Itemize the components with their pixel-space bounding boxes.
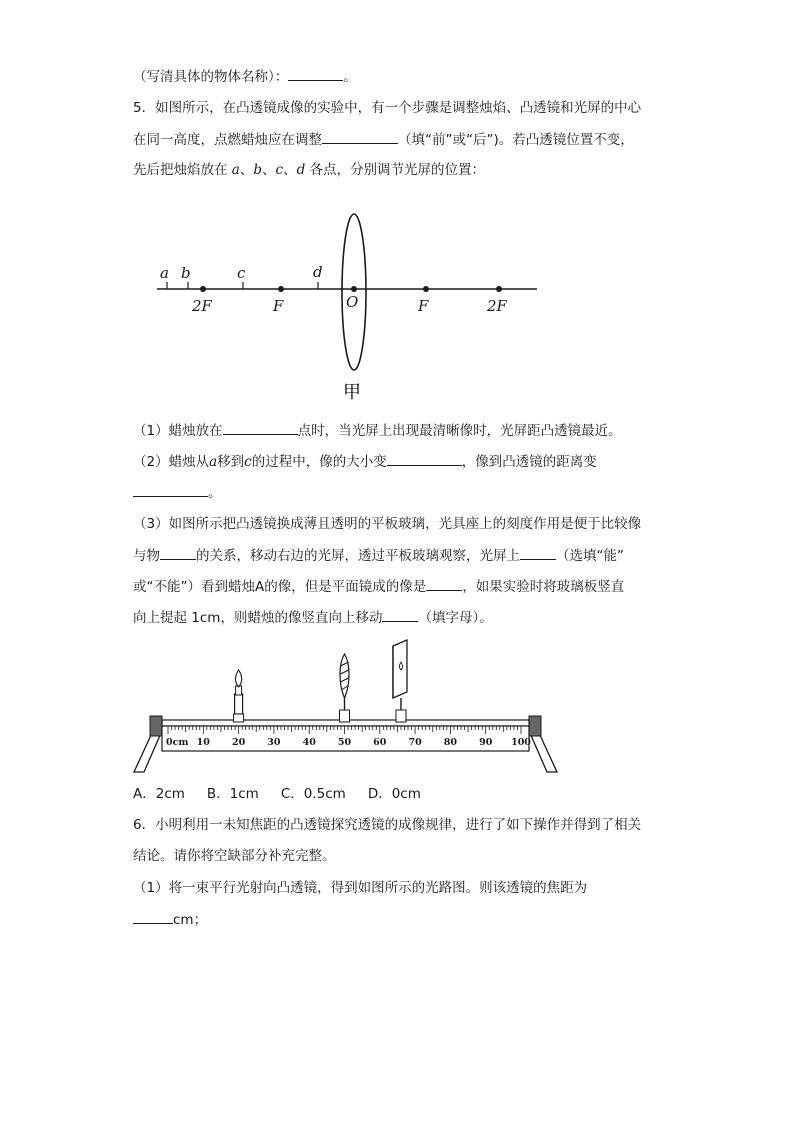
- scale-label: 0cm: [166, 737, 189, 748]
- scale-label: 10: [196, 737, 210, 748]
- diagram-caption: 甲: [343, 382, 361, 403]
- scale-label: 30: [267, 737, 281, 748]
- q6-line1: 6．小明利用一未知焦距的凸透镜探究透镜的成像规律，进行了如下操作并得到了相关: [133, 817, 642, 833]
- candle: [234, 670, 244, 722]
- point-b-text: b: [253, 162, 263, 178]
- q5-line2: [133, 129, 634, 150]
- dot-2f-left: [200, 286, 206, 292]
- separator: 、: [239, 162, 254, 178]
- scale-label: 90: [479, 737, 493, 748]
- dot-2f-right: [496, 286, 502, 292]
- q6-sub1-unit: cm；: [173, 912, 208, 928]
- scale-label: 50: [337, 737, 352, 748]
- dot-f-left: [278, 286, 284, 292]
- scale-label: 100: [511, 737, 531, 748]
- separator: 、: [262, 162, 276, 178]
- label-b: b: [181, 264, 191, 282]
- q5-sub3-l2-b: 的关系，移动右边的光屏，透过平板玻璃观察，光屏上: [196, 548, 520, 564]
- q5-sub1-text-b: 点时，当光屏上出现最清晰像时，光屏距凸透镜最近。: [297, 423, 622, 439]
- scale-label: 60: [373, 737, 387, 748]
- q6-sub1-line1: （1）将一束平行光射向凸透镜，得到如图所示的光路图。则该透镜的焦距为: [133, 880, 588, 896]
- q5-line3: [133, 160, 485, 180]
- q6-sub1-line2: [133, 909, 207, 930]
- point-c-inline: c: [244, 454, 252, 470]
- answer-blank[interactable]: [160, 545, 196, 560]
- q5-sub2: [133, 451, 597, 472]
- label-o: O: [346, 293, 359, 311]
- q5-sub3-l3-b: ，如果实验时将玻璃板竖直: [462, 579, 625, 595]
- answer-blank[interactable]: [133, 909, 173, 924]
- q5-line1: 5．如图所示，在凸透镜成像的实验中，有一个步骤是调整烛焰、凸透镜和光屏的中心: [133, 100, 642, 116]
- point-a-text: a: [231, 162, 240, 178]
- scale-label: 70: [408, 737, 422, 748]
- q5-sub3-line2: [133, 545, 624, 566]
- answer-blank[interactable]: [223, 420, 298, 435]
- q5-sub3-l2-a: 与物: [133, 548, 160, 564]
- q5-sub2-text-b: 移到: [217, 454, 245, 470]
- label-a: a: [160, 264, 169, 282]
- q5-sub3-line3: [133, 576, 624, 597]
- q5-sub2-text-c: 的过程中，像的大小变: [251, 454, 387, 470]
- q5-sub2-text-d: ，像到凸透镜的距离变: [461, 454, 597, 470]
- answer-blank[interactable]: [288, 66, 343, 81]
- bench-leg-right: [530, 733, 557, 772]
- answer-blank[interactable]: [133, 482, 208, 497]
- q5-sub3-line1: （3）如图所示把凸透镜换成薄且透明的平板玻璃，光具座上的刻度作用是便于比较像: [133, 516, 642, 532]
- scale-label: 80: [443, 737, 458, 748]
- q5-line2-text-a: 在同一高度，点燃蜡烛应在调整: [133, 132, 322, 148]
- option-c[interactable]: C．0.5cm: [280, 786, 346, 802]
- answer-blank[interactable]: [322, 129, 398, 144]
- answer-options: [133, 784, 443, 804]
- intro-end: 。: [343, 69, 357, 85]
- answer-blank[interactable]: [382, 607, 418, 622]
- q5-sub2-text-a: （2）蜡烛从: [133, 454, 210, 470]
- dot-f-right: [423, 286, 429, 292]
- light-screen: [393, 640, 407, 722]
- q5-line3-text-b: 各点，分别调节光屏的位置：: [309, 162, 486, 178]
- q5-line3-text-a: 先后把烛焰放在: [133, 162, 228, 178]
- bench-leg-left: [134, 733, 161, 772]
- dot-o: [351, 286, 357, 292]
- label-c: c: [237, 264, 246, 282]
- q5-sub3-l3-a: 或“不能”）看到蜡烛A的像，但是平面镜成的像是: [133, 579, 427, 595]
- label-d: d: [313, 263, 323, 281]
- label-f-right: F: [418, 297, 429, 315]
- label-2f-left: 2F: [192, 297, 212, 315]
- point-a-inline: a: [209, 454, 218, 470]
- q5-sub2-cont: [133, 482, 222, 503]
- answer-blank[interactable]: [387, 451, 462, 466]
- label-2f-right: 2F: [487, 297, 507, 315]
- q5-sub3-l4-b: （填字母）。: [418, 610, 493, 626]
- option-b[interactable]: B．1cm: [206, 786, 259, 802]
- q5-sub1-text-a: （1）蜡烛放在: [133, 423, 223, 439]
- q6-line2: 结论。请你将空缺部分补充完整。: [133, 848, 336, 864]
- q5-sub2-end: 。: [208, 485, 222, 501]
- bench-end-right: [529, 716, 541, 736]
- lens-diagram: [150, 205, 550, 405]
- q5-line2-text-b: （填“前”或“后”)。若凸透镜位置不变，: [398, 132, 634, 148]
- point-d-text: d: [296, 162, 306, 178]
- bench-end-left: [150, 716, 162, 736]
- label-f-left: F: [273, 297, 284, 315]
- optical-bench-diagram: [130, 632, 570, 780]
- intro-text: （写清具体的物体名称）：: [133, 69, 289, 85]
- q5-sub3-l2-c: （选填“能”: [556, 548, 624, 564]
- answer-blank[interactable]: [426, 576, 462, 591]
- q5-sub1: [133, 420, 622, 441]
- scale-label: 40: [302, 737, 316, 748]
- answer-blank[interactable]: [520, 545, 556, 560]
- q5-sub3-line4: [133, 607, 493, 628]
- glass-plate: [340, 654, 350, 722]
- intro-line: [133, 66, 357, 87]
- option-d[interactable]: D．0cm: [367, 786, 421, 802]
- q5-sub3-l4-a: 向上提起 1cm，则蜡烛的像竖直向上移动: [133, 610, 383, 626]
- point-c-text: c: [275, 162, 284, 178]
- option-a[interactable]: A．2cm: [133, 786, 185, 802]
- scale-label: 20: [231, 737, 246, 748]
- separator: 、: [283, 162, 297, 178]
